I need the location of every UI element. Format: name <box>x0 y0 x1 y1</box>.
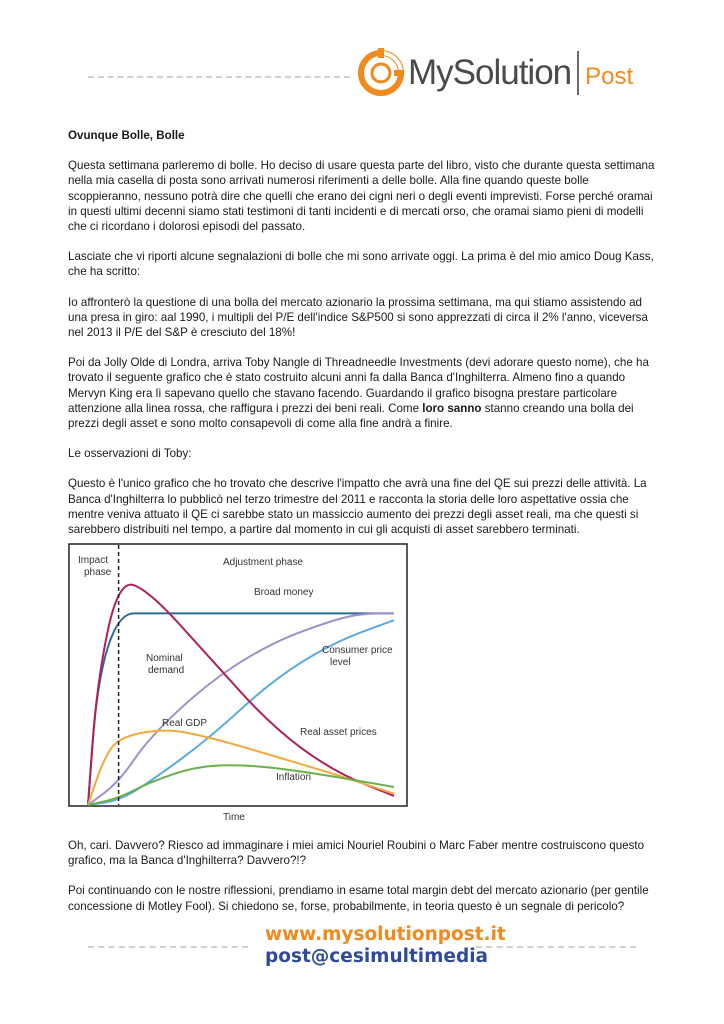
footer-left-divider <box>88 946 248 948</box>
x-axis-label: Time <box>223 812 245 823</box>
series-label-nominal-demand-2: demand <box>148 665 185 676</box>
article-title: Ovunque Bolle, Bolle <box>68 129 185 142</box>
logo-subtitle: Post <box>585 63 634 90</box>
article-body <box>68 128 658 552</box>
header-left-divider <box>88 76 350 78</box>
footer-right-divider <box>476 946 636 948</box>
page-footer <box>0 922 724 972</box>
phase-label-impact-2: phase <box>84 567 112 578</box>
logo-separator <box>577 51 579 95</box>
series-label-real-gdp: Real GDP <box>162 718 208 729</box>
paragraph-4 <box>68 355 658 431</box>
phase-label-adjustment: Adjustment phase <box>223 557 304 568</box>
series-label-real-asset: Real asset prices <box>300 727 377 738</box>
paragraph-4-part-a: Poi da Jolly Olde di Londra, arriva Toby Nangle di Threadneedle Investments (devi adorare questo nome), che ha trovato il seguente grafico che è stato costruito alcuni anni fa dalla Banca d'Inghilterra. Almeno fino a quando Mervyn King era lì sapevano quello che stavano facendo. Guardando il grafico bisogna prestare particolare attenzione alla linea rossa, che raffigura i prezzi dei beni reali. Come <box>68 356 649 415</box>
series-label-broad-money: Broad money <box>254 587 314 598</box>
chart-frame <box>69 544 407 806</box>
cesi-logo-mark-icon <box>358 48 404 98</box>
series-label-consumer-price-2: level <box>330 657 351 668</box>
article-body-continued <box>68 838 658 929</box>
paragraph-2: Lasciate che vi riporti alcune segnalazioni di bolle che mi sono arrivate oggi. La prima è del mio amico Doug Kass, che ha scritto: <box>68 250 654 279</box>
brand-logo[interactable] <box>358 48 633 98</box>
paragraph-8: Poi continuando con le nostre riflessioni, prendiamo in esame total margin debt del mercato azionario (per gentile concessione di Motley Fool). Si chiedono se, forse, probabilmente, in teoria questo è un segnale di pericolo? <box>68 884 649 913</box>
paragraph-4-bold: loro sanno <box>422 401 482 415</box>
website-link[interactable]: www.mysolutionpost.it <box>265 924 506 945</box>
qe-impact-chart <box>68 543 408 823</box>
paragraph-1: Questa settimana parleremo di bolle. Ho deciso di usare questa parte del libro, visto che durante questa settimana nella mia casella di posta sono arrivati numerosi riferimenti a delle bolle. Alla fine quando queste bolle scoppieranno, nessuno potrà dire che quelli che erano dei cigni neri o degli eventi imprevisti. Forse perché oramai in questi ultimi decenni siamo stati testimoni di tanti incidenti e di mercati orso, che oramai siamo pieni di modelli che ci ricordano i dolorosi episodi del passato. <box>68 159 655 234</box>
email-link[interactable]: post@cesimultimedia <box>265 946 489 967</box>
page-header <box>0 40 724 110</box>
chart-svg <box>68 543 408 823</box>
phase-label-impact: Impact <box>78 555 109 566</box>
series-label-inflation: Inflation <box>276 772 312 783</box>
paragraph-3: Io affronterò la questione di una bolla del mercato azionario la prossima settimana, ma qui stiamo assistendo ad una presa in giro: aal 1990, i multipli del P/E dell'indice S&P500 si sono apprezzati di circa il 2% l'anno, viceversa nel 2013 il P/E del S&P è cresciuto del 18%! <box>68 295 648 340</box>
series-label-nominal-demand-1: Nominal <box>146 653 183 664</box>
paragraph-4-part-b: stanno creando una bolla dei prezzi degli asset e sono molto consapevoli di come alla fine andrà a finire. <box>68 401 634 431</box>
paragraph-6: Questo è l'unico grafico che ho trovato che descrive l'impatto che avrà una fine del QE sui prezzi delle attività. La Banca d'Inghilterra lo pubblicò nel terzo trimestre del 2011 e racconta la storia delle loro aspettative ossia che mentre veniva attuato il QE ci sarebbe stato un massiccio aumento dei prezzi degli asset reali, ma che questi si sarebbero distribuiti nel tempo, a partire dal momento in cui gli acquisti di asset sarebbero terminati. <box>68 477 647 537</box>
logo-wordmark: MySolution <box>408 53 572 92</box>
series-label-consumer-price-1: Consumer price <box>322 645 393 656</box>
paragraph-5: Le osservazioni di Toby: <box>68 447 192 461</box>
paragraph-7: Oh, cari. Davvero? Riesco ad immaginare i miei amici Nouriel Roubini o Marc Faber mentre costruiscono questo grafico, ma la Banca d'Inghilterra? Davvero?!? <box>68 839 645 868</box>
